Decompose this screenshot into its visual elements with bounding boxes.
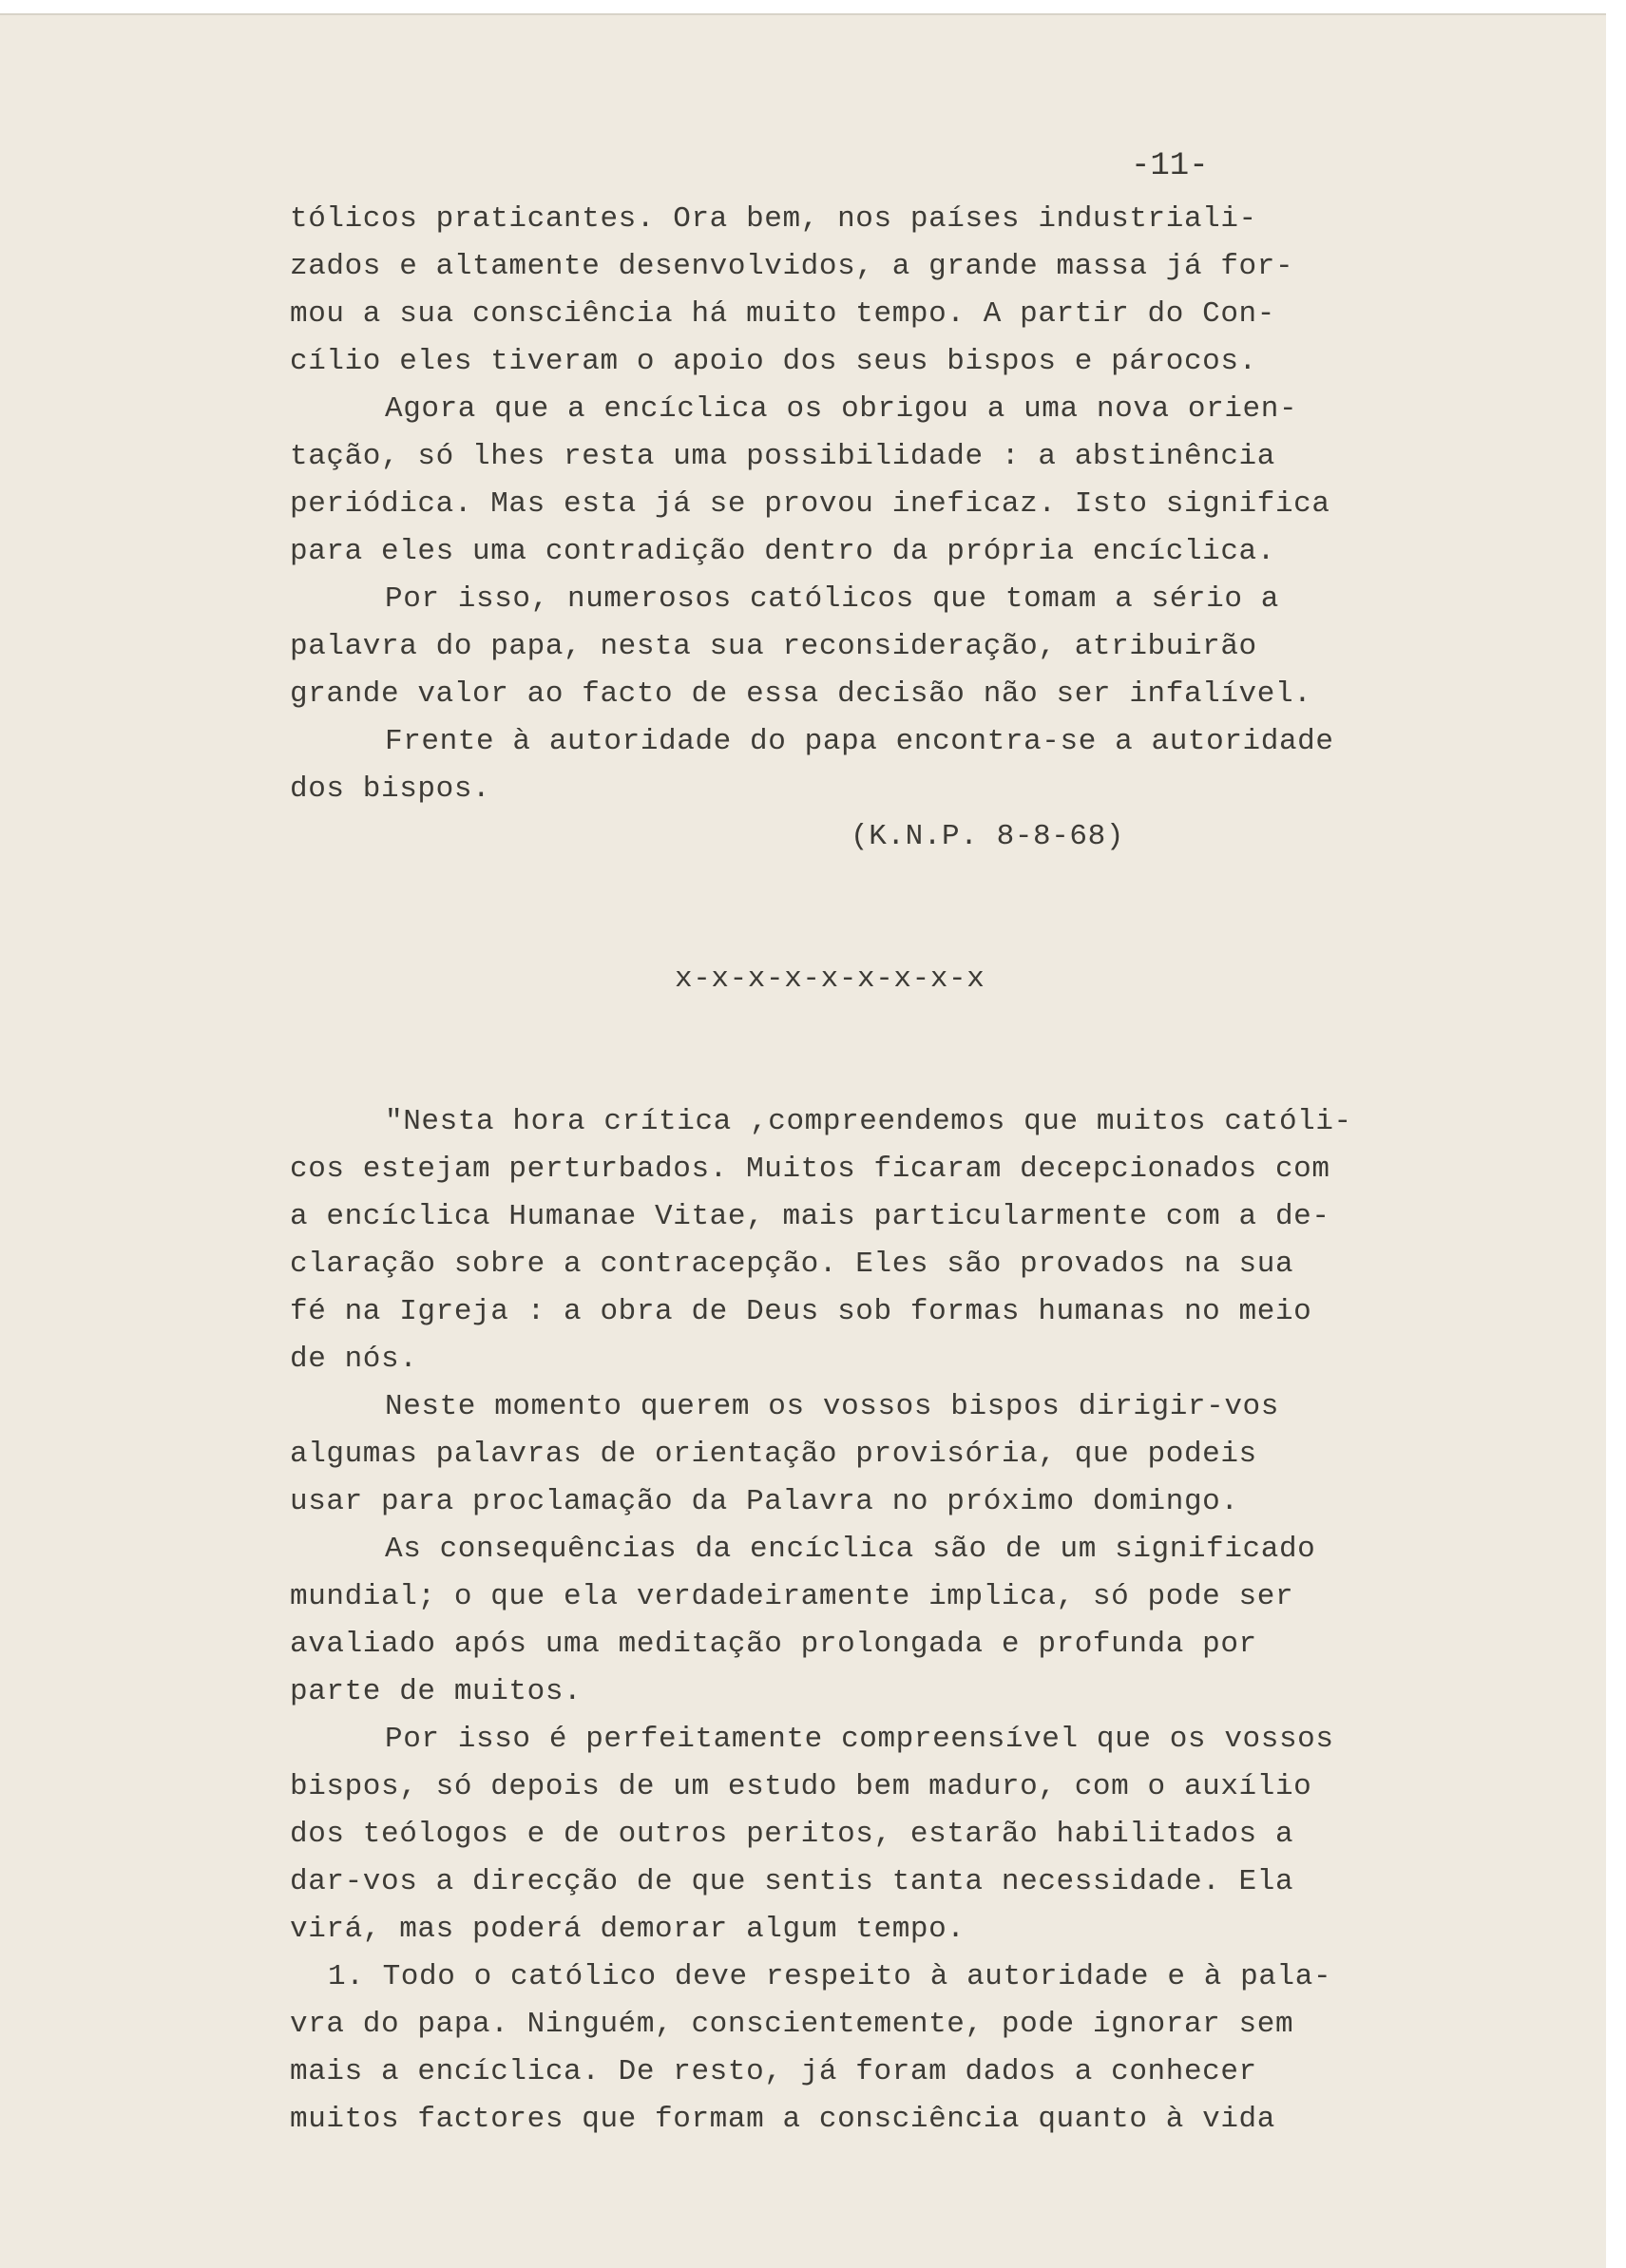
text-line: Por isso é perfeitamente compreensível que os vossos bbox=[385, 1723, 1334, 1756]
text-line: zados e altamente desenvolvidos, a grande massa já for- bbox=[290, 250, 1294, 283]
text-line: palavra do papa, nesta sua reconsideração, atribuirão bbox=[290, 630, 1257, 663]
document-page bbox=[0, 13, 1606, 2268]
numbered-item: 1. Todo o católico deve respeito à autoridade e à pala- bbox=[328, 1960, 1332, 1993]
text-line: vra do papa. Ninguém, conscientemente, pode ignorar sem bbox=[290, 2008, 1294, 2041]
source-reference: (K.N.P. 8-8-68) bbox=[851, 820, 1125, 853]
text-line: avaliado após uma meditação prolongada e profunda por bbox=[290, 1628, 1257, 1661]
text-line: Neste momento querem os vossos bispos dirigir-vos bbox=[385, 1390, 1279, 1423]
text-line: dos bispos. bbox=[290, 772, 491, 806]
text-line: parte de muitos. bbox=[290, 1675, 583, 1708]
text-line: tólicos praticantes. Ora bem, nos países industriali- bbox=[290, 202, 1257, 236]
text-line: grande valor ao facto de essa decisão não ser infalível. bbox=[290, 677, 1312, 711]
text-line: mou a sua consciência há muito tempo. A partir do Con- bbox=[290, 297, 1275, 331]
text-line: dar-vos a direcção de que sentis tanta necessidade. Ela bbox=[290, 1865, 1294, 1898]
text-line: periódica. Mas esta já se provou ineficaz. Isto significa bbox=[290, 487, 1330, 521]
text-line: mais a encíclica. De resto, já foram dados a conhecer bbox=[290, 2055, 1257, 2088]
text-line: usar para proclamação da Palavra no próximo domingo. bbox=[290, 1485, 1239, 1518]
text-line: de nós. bbox=[290, 1343, 418, 1376]
section-separator: x-x-x-x-x-x-x-x-x bbox=[675, 962, 985, 996]
text-line: fé na Igreja : a obra de Deus sob formas humanas no meio bbox=[290, 1295, 1312, 1328]
text-line: a encíclica Humanae Vitae, mais particularmente com a de- bbox=[290, 1200, 1330, 1233]
text-line: Frente à autoridade do papa encontra-se a autoridade bbox=[385, 725, 1334, 758]
text-line: claração sobre a contracepção. Eles são provados na sua bbox=[290, 1248, 1294, 1281]
text-line: cílio eles tiveram o apoio dos seus bispos e párocos. bbox=[290, 345, 1257, 378]
text-line: para eles uma contradição dentro da própria encíclica. bbox=[290, 535, 1275, 568]
text-line: cos estejam perturbados. Muitos ficaram decepcionados com bbox=[290, 1153, 1330, 1186]
text-line: As consequências da encíclica são de um significado bbox=[385, 1533, 1316, 1566]
body-text bbox=[290, 196, 1430, 2144]
page-number: -11- bbox=[1131, 148, 1209, 184]
text-line: Por isso, numerosos católicos que tomam a sério a bbox=[385, 582, 1279, 616]
text-line: dos teólogos e de outros peritos, estarão habilitados a bbox=[290, 1818, 1294, 1851]
text-line: tação, só lhes resta uma possibilidade : a abstinência bbox=[290, 440, 1275, 473]
text-line: bispos, só depois de um estudo bem maduro, com o auxílio bbox=[290, 1770, 1312, 1803]
text-line: "Nesta hora crítica ,compreendemos que muitos católi- bbox=[385, 1105, 1352, 1138]
text-line: muitos factores que formam a consciência quanto à vida bbox=[290, 2103, 1275, 2136]
text-line: algumas palavras de orientação provisória, que podeis bbox=[290, 1438, 1257, 1471]
text-line: virá, mas poderá demorar algum tempo. bbox=[290, 1913, 966, 1946]
text-line: Agora que a encíclica os obrigou a uma nova orien- bbox=[385, 392, 1298, 426]
text-line: mundial; o que ela verdadeiramente implica, só pode ser bbox=[290, 1580, 1294, 1613]
